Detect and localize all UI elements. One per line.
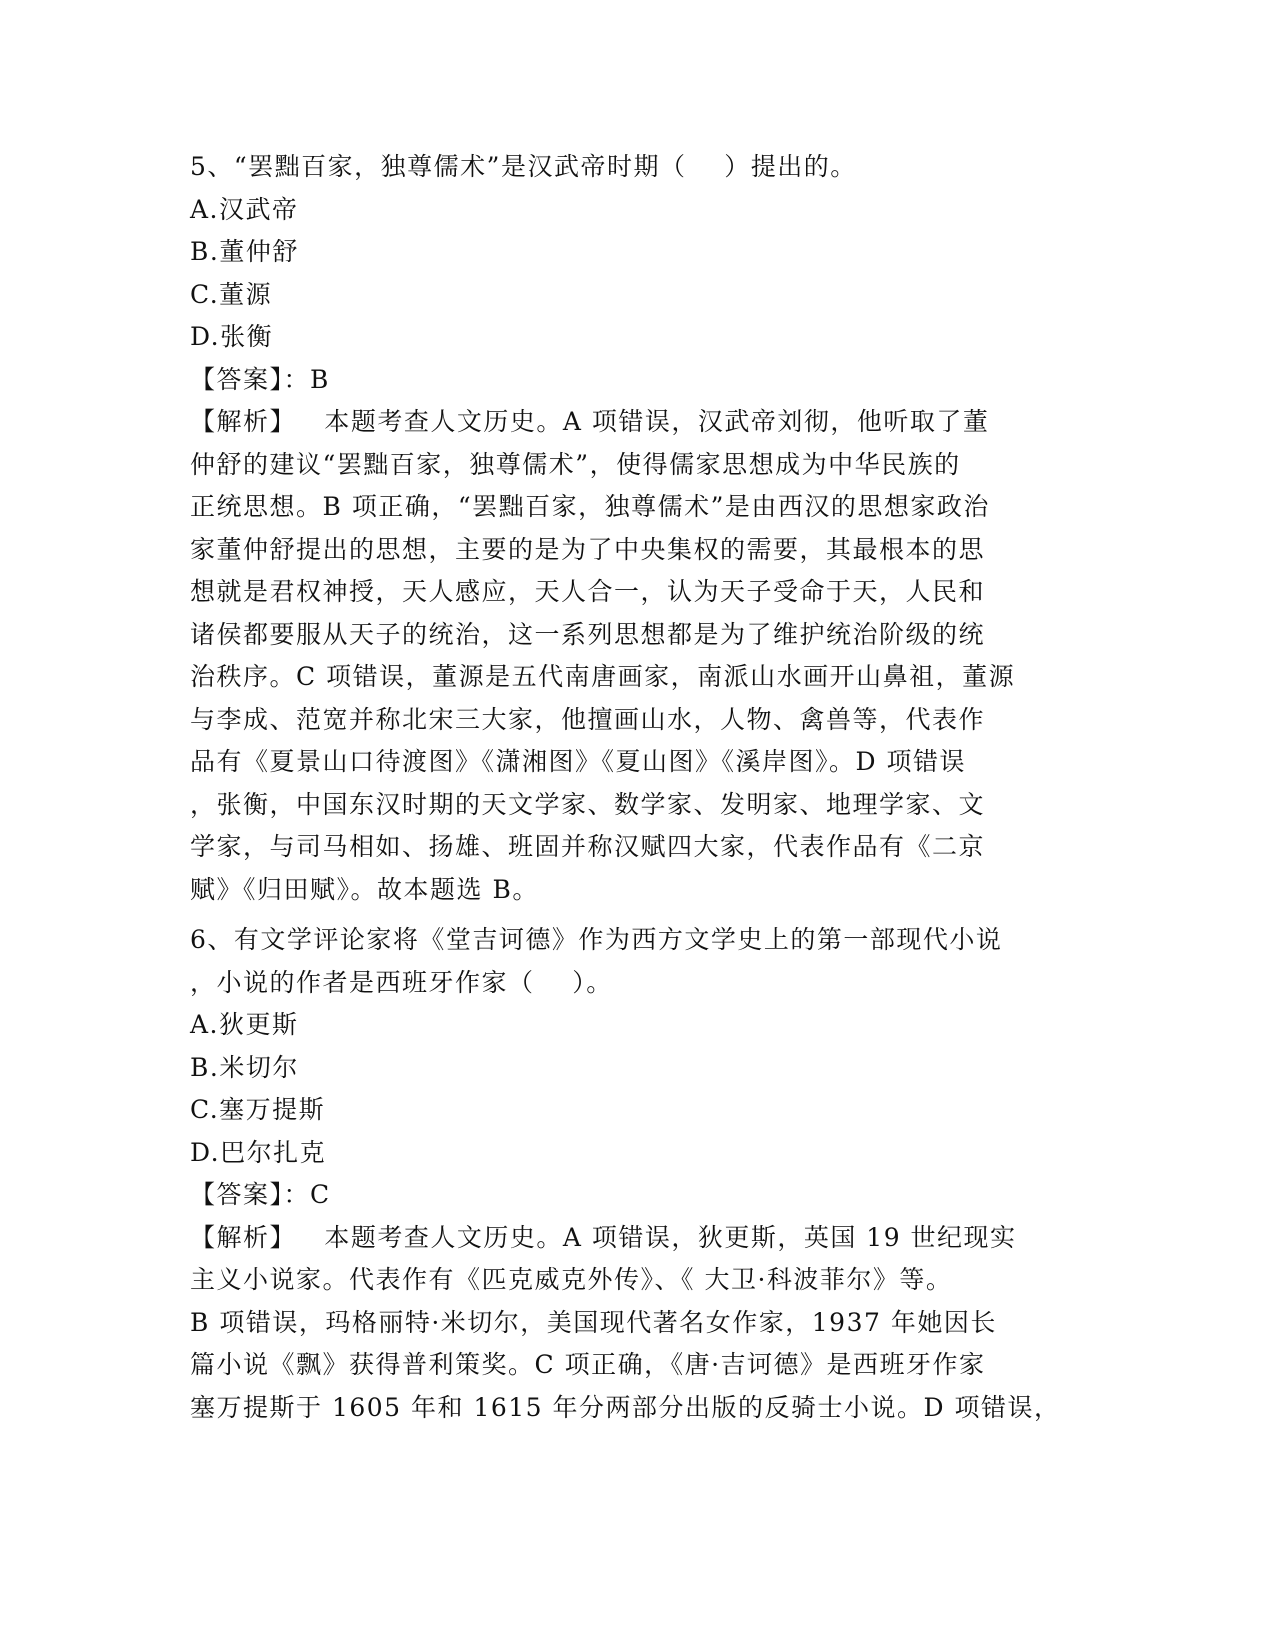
analysis-line: 家董仲舒提出的思想，主要的是为了中央集权的需要，其最根本的思 <box>190 534 986 564</box>
analysis-line: 正统思想。B 项正确，“罢黜百家，独尊儒术”是由西汉的思想家政治 <box>190 492 990 521</box>
question-5-option-d: D.张衡 <box>190 322 274 351</box>
question-6-option-d: D.巴尔扎克 <box>190 1137 327 1167</box>
analysis-line: 品有《夏景山口待渡图》《潇湘图》《夏山图》《溪岸图》。D 项错误 <box>190 747 966 776</box>
question-6-option-a: A.狄更斯 <box>190 1010 299 1039</box>
question-6-answer: 【答案】：C <box>190 1180 331 1209</box>
question-5-option-b: B.董仲舒 <box>190 237 299 266</box>
question-5-analysis <box>190 401 1090 911</box>
analysis-line: ，张衡，中国东汉时期的天文学家、数学家、发明家、地理学家、文 <box>190 789 986 819</box>
analysis-line: 主义小说家。代表作有《匹克威克外传》、《 大卫·科波菲尔》等。 <box>190 1265 953 1294</box>
analysis-line: 治秩序。C 项错误，董源是五代南唐画家，南派山水画开山鼻祖，董源 <box>190 662 1016 691</box>
question-5 <box>190 146 1090 911</box>
question-6-stem: ，小说的作者是西班牙作家（ ）。 <box>190 967 613 997</box>
question-5-option-c: C.董源 <box>190 279 273 309</box>
question-6-stem: 6、有文学评论家将《堂吉诃德》作为西方文学史上的第一部现代小说 <box>190 925 1003 954</box>
analysis-line: 塞万提斯于 1605 年和 1615 年分两部分出版的反骑士小说。D 项错误， <box>190 1392 1061 1422</box>
question-6-analysis <box>190 1217 1090 1430</box>
analysis-line: 赋》《归田赋》。故本题选 B。 <box>190 874 539 904</box>
analysis-line: 【解析】 本题考查人文历史。A 项错误，狄更斯，英国 19 世纪现实 <box>190 1222 1017 1252</box>
analysis-line: 学家，与司马相如、扬雄、班固并称汉赋四大家，代表作品有《二京 <box>190 832 986 861</box>
analysis-line: 诸侯都要服从天子的统治，这一系列思想都是为了维护统治阶级的统 <box>190 619 986 649</box>
analysis-line: 与李成、范宽并称北宋三大家，他擅画山水，人物、禽兽等，代表作 <box>190 704 986 734</box>
question-spacer <box>190 911 1090 919</box>
analysis-line: 【解析】 本题考查人文历史。A 项错误，汉武帝刘彻，他听取了董 <box>190 407 990 436</box>
question-6 <box>190 919 1090 1429</box>
question-6-option-c: C.塞万提斯 <box>190 1095 326 1124</box>
document-page <box>190 146 1090 1429</box>
analysis-line: 想就是君权神授，天人感应，天人合一，认为天子受命于天，人民和 <box>190 577 986 606</box>
question-6-option-b: B.米切尔 <box>190 1052 299 1082</box>
question-5-stem: 5、“罢黜百家，独尊儒术”是汉武帝时期（ ）提出的。 <box>190 152 857 181</box>
analysis-line: B 项错误，玛格丽特·米切尔，美国现代著名女作家，1937 年她因长 <box>190 1307 997 1337</box>
analysis-line: 仲舒的建议“罢黜百家，独尊儒术”，使得儒家思想成为中华民族的 <box>190 449 961 479</box>
question-5-answer: 【答案】：B <box>190 364 330 394</box>
analysis-line: 篇小说《飘》获得普利策奖。C 项正确，《唐·吉诃德》是西班牙作家 <box>190 1350 986 1379</box>
question-5-option-a: A.汉武帝 <box>190 194 299 224</box>
